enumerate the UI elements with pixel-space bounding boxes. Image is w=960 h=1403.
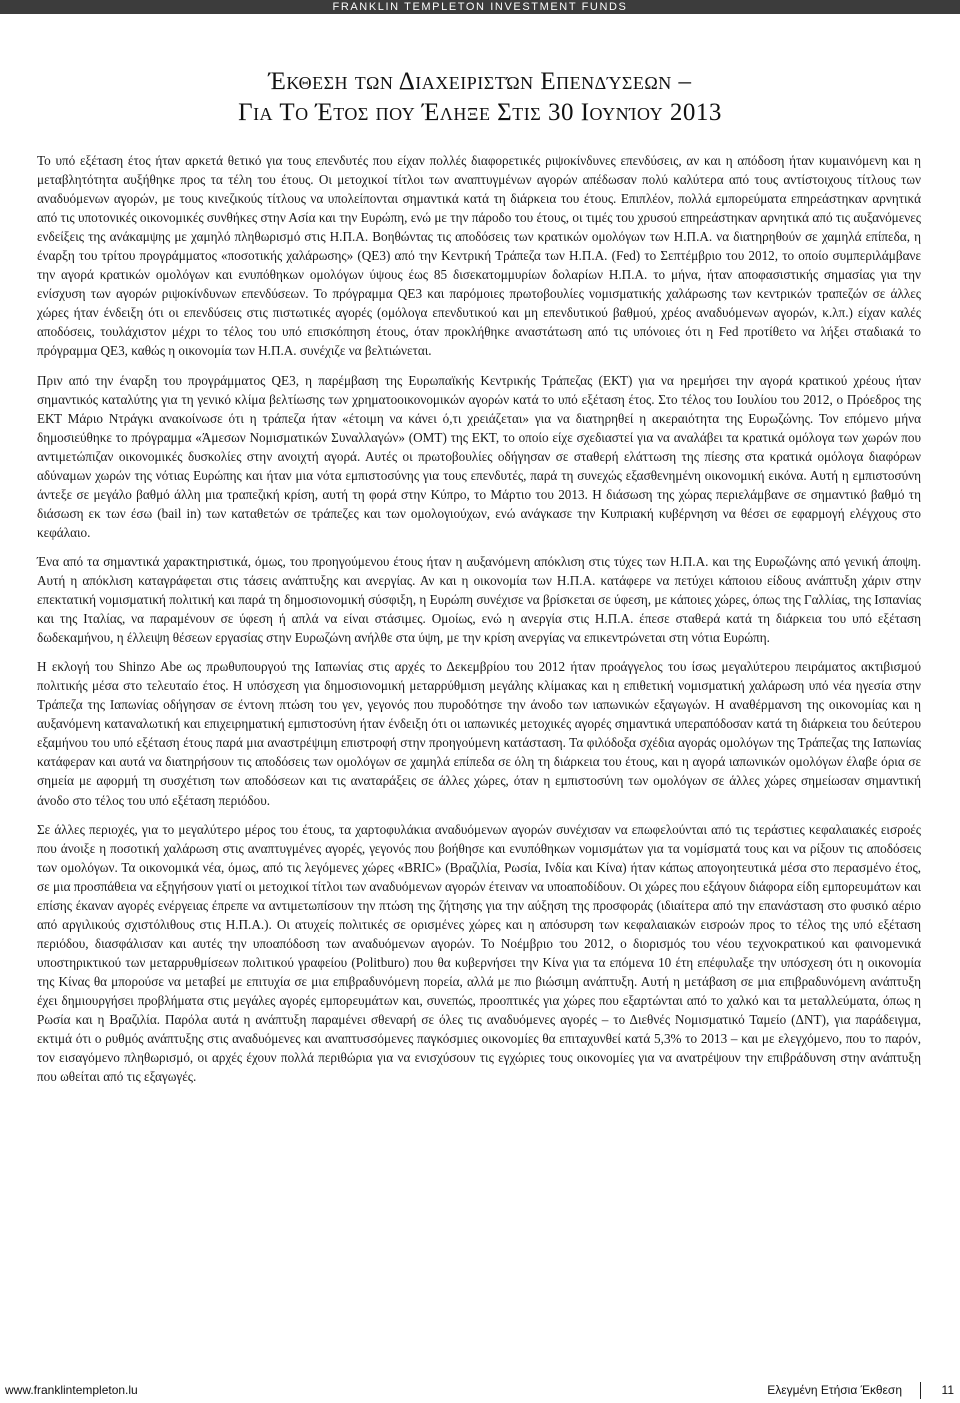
report-body [37, 151, 921, 1096]
footer-website-link[interactable]: www.franklintempleton.lu [5, 1383, 138, 1397]
report-title [0, 66, 960, 128]
body-paragraph: Ένα από τα σημαντικά χαρακτηριστικά, όμως, του προηγούμενου έτους ήταν η αυξανόμενη απόκλιση στις τύχες των Η.Π.Α. και της Ευρωζώνης από γενική άποψη. Αυτή η απόκλιση καταγράφεται στις τάσεις ανάπτυξης και ανεργίας. Αν και η οικονομία των Η.Π.Α. κατάφερε να πετύχει κάποιου είδους ανάπτυξη χάριν στην επεκτατική νομισματική πολιτική και παρά τη δημοσιονομική σύσφιξη, η Ευρώπη συνέχισε να βρίσκεται σε ύφεση, με κάποιες χώρες, όπως της Γαλλίας, της Ισπανίας και της Ιταλίας, να παραμένουν σε ύφεση ή απλά να είναι στάσιμες. Ομοίως, ενώ η ανεργία στις Η.Π.Α. έπεσε σταθερά κατά τη διάρκεια του υπό εξέταση δωδεκαμήνου, η έλλειψη θέσεων εργασίας στην Ευρωζώνη ανήλθε στα ύψη, με την κρίση ανεργίας να επικεντρώνεται στη νότια Ευρώπη. [37, 553, 921, 646]
body-paragraph: Η εκλογή του Shinzo Abe ως πρωθυπουργού της Ιαπωνίας στις αρχές το Δεκεμβρίου του 2012 ήταν προάγγελος του ίσως μεγαλύτερου πειράματος ακτιβισμού πολιτικής μέσα στο τελευταίο έτος. Η υπόσχεση για δημοσιονομική μεταρρύθμιση μεγάλης κλίμακας και η επιθετική νομισματική χαλάρωση υπό νέα ηγεσία στην Τράπεζα της Ιαπωνίας οδήγησαν σε έντονη πτώση του γεν, γεγονός που πυροδότησε την άνοδο των ιαπωνικών εξαγωγών. Η αναθέρμανση της οικονομίας και η αυξανόμενη καταναλωτική και επιχειρηματική εμπιστοσύνη ήταν ένδειξη ότι οι ιαπωνικές μετοχικές αγορές σημαντικά υπεραπόδοσαν κατά τη διάρκεια του δεύτερου εξαμήνου του υπό εξέταση έτους παρά μια αναστρέψιμη επιστροφή στην προηγούμενη κατάσταση. Τα φιλόδοξα σχέδια αγοράς ομολόγων της Τράπεζας της Ιαπωνίας κατάφεραν και αυτά να διατηρήσουν τις αποδόσεις των ομολόγων σε χαμηλά επίπεδα σε όλη τη διάρκεια του έτους, και η αγορά ιαπωνικών ομολόγων έλαβε όρια σε σημεία με αφορμή τη συσχέτιση των αποδόσεων και τις αναταράξεις σε άλλες χώρες, όταν η εμπιστοσύνη των ομολόγων σε άλλες χώρες σημείωσαν σημαντική άνοδο στο τέλος του υπό εξέταση περιόδου. [37, 659, 921, 808]
report-title-line-2: Για Το Έτος που Έληξε Στις 30 Ιουνίου 2013 [238, 99, 722, 126]
body-paragraph: Το υπό εξέταση έτος ήταν αρκετά θετικό για τους επενδυτές που είχαν πολλές διαφορετικές ριψοκίνδυνες επενδύσεις, αν και η απόδοση ήταν κυμαινόμενη και η μεταβλητότητα αυξήθηκε προς τα τέλη του έτους. Οι μετοχικοί τίτλοι των αναπτυγμένων αγορών απέδωσαν πολύ καλύτερα από τους αντίστοιχους τίτλους των αναδυόμενων αγορών, με τους κινεζικούς τίτλους να υπολείπονται σημαντικά κατά τη διάρκεια του έτους. Επιπλέον, πολλά εμπορεύματα επηρεάστηκαν αρνητικά από τις υποτονικές οικονομικές συνθήκες στην Ασία και την Ευρώπη, ενώ με την πάροδο του έτους, οι τιμές του χρυσού επηρεάστηκαν αρνητικά από τις αυξανόμενες ενδείξεις της ανάκαμψης με χαμηλό πληθωρισμό στις Η.Π.Α. Βοηθώντας τις αποδόσεις των κρατικών ομολόγων των Η.Π.Α. να διατηρηθούν σε χαμηλά επίπεδα, η έναρξη του τρίτου προγράμματος «ποσοτικής χαλάρωσης» (QE3) από την Κεντρική Τράπεζα των Η.Π.Α. (Fed) το Σεπτέμβριο του 2012, το οποίο συμπεριλάμβανε την αγορά κρατικών ομολόγων και ενυπόθηκων ομολόγων ύψους έως 85 δισεκατομμυρίων δολαρίων Η.Π.Α. το μήνα, ήταν αποφασιστικής σημασίας για την ενίσχυση των αγορών ριψοκίνδυνων επενδύσεων. Το πρόγραμμα QE3 και παρόμοιες πρωτοβουλίες νομισματικής χαλάρωσης των κεντρικών τραπεζών σε άλλες χώρες ήταν ένδειξη ότι οι επενδύσεις στις πιστωτικές αγορές (ομόλογα επενδυτικού και μη επενδυτικού βαθμού, χρέος αναδυόμενων αγορών, κ.λπ.) είχαν καλές αποδόσεις, τουλάχιστον μέχρι το τέλος του υπό επισκόπηση έτους, όταν προκλήθηκε αναστάτωση από τις υπόνοιες ότι η Fed προτίθετο να λήξει σταδιακά το πρόγραμμα QE3, καθώς η οικονομία των Η.Π.Α. συνέχιζε να βελτιώνεται. [37, 153, 921, 359]
report-title-line-1: Έκθεση των Διαχειριστών Επενδύσεων – [268, 68, 692, 95]
publisher-header: FRANKLIN TEMPLETON INVESTMENT FUNDS [332, 1, 628, 13]
body-paragraph: Σε άλλες περιοχές, για το μεγαλύτερο μέρος του έτους, τα χαρτοφυλάκια αναδυόμενων αγορών συνέχισαν να επωφελούνται από τις τεράστιες κεφαλαιακές εισροές που άνοιξε η ποσοτική χαλάρωση στις αναπτυγμένες αγορές, γεγονός που βοήθησε και ενυπόθηκων νομισμάτων για τα νομίσματά τους και να ρίξουν τις αποδόσεις των ομολόγων. Τα οικονομικά νέα, όμως, από τις λεγόμενες χώρες «BRIC» (Βραζιλία, Ρωσία, Ινδία και Κίνα) ήταν κάπως απογοητευτικά μέσα στο περασμένο έτος, σε μια προσπάθεια να εξηγήσουν γιατί οι μετοχικοί τίτλοι των αναδυόμενων αγορών έτειναν να υποαποδίδουν. Οι χώρες που εξάγουν διάφορα είδη εμπορευμάτων και επίσης έκαναν αγορές ενέργειας έπρεπε να αντιμετωπίσουν την πτώση της ζήτησης για την αύξηση της προσφοράς (ιδιαίτερα από την επανάσταση στο φυσικό αέριο από αργιλικούς σχιστόλιθους στις Η.Π.Α.). Οι ατυχείς πολιτικές σε ορισμένες χώρες και η απόσυρση των κεφαλαιακών εισροών προς το τέλος της υπό εξέταση περιόδου, διασφάλισαν και αυτές την υποαπόδοση των αναδυόμενων αγορών. Το Νοέμβριο του 2012, ο διορισμός του νέου τεχνοκρατικού και φαινομενικά υποστηρικτικού των μεταρρυθμίσεων πολιτικού γραφείου (Politburo) που θα κυβερνήσει την Κίνα για τα επόμενα 10 έτη επέφυλαξε την υπόσχεση ότι η οικονομία της Κίνας θα μπορούσε να μεταβεί με επιτυχία σε μια επιβραδυνόμενη πορεία, αλλά με πιο βιώσιμη ανάπτυξη. Αυτή η μετάβαση σε μια επιβραδυνόμενη ανάπτυξη έχει δημιουργήσει προβλήματα στις μεγάλες αγορές εμπορευμάτων και, συνεπώς, προοπτικές για χώρες που εξαρτώνται από το χαλκό και τα μεταλλεύματα, όπως η Ρωσία και η Βραζιλία. Παρόλα αυτά η ανάπτυξη παραμένει σθεναρή σε όλες τις αναδυόμενες αγορές – το Διεθνές Νομισματικό Ταμείο (ΔΝΤ), για παράδειγμα, εκτιμά ότι ο ρυθμός ανάπτυξης στις αναδυόμενες και αναπτυσσόμενες παγκόσμιες οικονομίες θα επιταχυνθεί κατά 5,3% το 2013 – και με ελεγχόμενο, που το παρόν, τον εισαγόμενο πληθωρισμό, οι αρχές έχουν πολλά περιθώρια για να ενισχύσουν τις εγχώριες τους οικονομίες για να ανατρέψουν την επιβράδυνση στην ανάπτυξη που ωθείται από τις εξαγωγές. [37, 821, 921, 1085]
page-footer [0, 1382, 960, 1398]
footer-report-label: Ελεγμένη Ετήσια Έκθεση [767, 1383, 902, 1397]
footer-divider [920, 1382, 921, 1399]
body-paragraph: Πριν από την έναρξη του προγράμματος QE3, η παρέμβαση της Ευρωπαϊκής Κεντρικής Τράπεζας (ΕΚΤ) για να ηρεμήσει την αγορά κρατικού χρέους ήταν σημαντικός καταλύτης για τη γενικό κλίμα βελτίωσης των χρηματοοικονομικών αγορών κατά το υπό εξέταση έτος. Στο τέλος του Ιουλίου του 2012, ο Πρόεδρος της ΕΚΤ Μάριο Ντράγκι ανακοίνωσε ότι η τράπεζα ήταν «έτοιμη να κάνει ό,τι χρειάζεται» για να διατηρηθεί η ακεραιότητα της Ευρωζώνης. Τον επόμενο μήνα δημοσιεύθηκε το πρόγραμμα «Άμεσων Νομισματικών Συναλλαγών» (ΟΜΤ) της ΕΚΤ, το οποίο είχε σχεδιαστεί για να αναλάβει τα κρατικά ομόλογα των χωρών που αντιμετώπιζαν οικονομικές δυσκολίες στην ανοιχτή αγορά. Αυτές οι πρωτοβουλίες οδήγησαν σε σταθερή ελάττωση της πίεσης στα κρατικά ομόλογα διαφόρων αδύναμων χωρών της νότιας Ευρώπης και ήταν μια νότα εμπιστοσύνης για τους επενδυτές, παρά τη συνεχώς εξασθενημένη οικονομική εικόνα. Αυτή η εμπιστοσύνη άντεξε σε μεγάλο βαθμό άλλη μια τραπεζική κρίση, αυτή τη φορά στην Κύπρο, το Μάρτιο του 2013. Η διάσωση της χώρας περιελάμβανε σε σημαντικό βαθμό τη διάσωση εκ των έσω (bail in) των καταθετών σε τράπεζες και των ομολογιούχων, ενώ ανάγκασε την Κυπριακή κυβέρνηση να θέσει σε εφαρμογή ελέγχους στο κεφάλαιο. [37, 372, 921, 540]
page-number: 11 [941, 1383, 954, 1397]
